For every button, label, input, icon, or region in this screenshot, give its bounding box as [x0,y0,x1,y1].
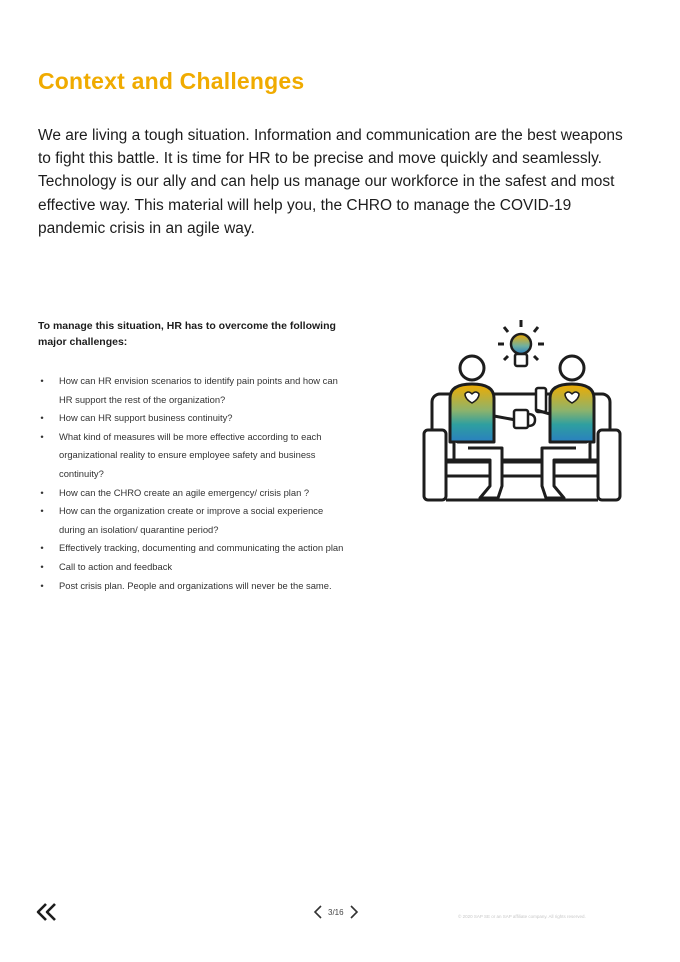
list-item-text: How can the organization create or improve a social experience during an isolation/ quarantine period? [59,505,324,535]
cup-icon [514,410,535,428]
list-item-text: Call to action and feedback [59,560,173,572]
challenges-heading: To manage this situation, HR has to overcome the following major challenges: [38,320,336,348]
bullet: • [40,560,44,572]
list-item [38,409,349,428]
list-item [38,558,349,577]
copyright-notice: © 2020 SAP SE or an SAP affiliate company. All rights reserved. [458,914,586,919]
page-title: Context and Challenges [38,68,305,94]
page-navigation [312,904,360,920]
page-number: 3/16 [328,907,344,917]
list-item [38,372,349,409]
list-item-text: How can the CHRO create an agile emergency/ crisis plan ? [59,486,310,498]
bullet: • [40,579,44,591]
list-item-text: How can HR envision scenarios to identify pain points and how can HR support the rest of the organization? [59,375,338,405]
bullet: • [40,430,44,442]
list-item-text: How can HR support business continuity? [59,412,233,424]
list-item-text: Effectively tracking, documenting and communicating the action plan [59,542,344,554]
bullet: • [40,412,44,424]
list-item [38,502,349,539]
list-item [38,428,349,484]
list-item-text: What kind of measures will be more effective according to each organizational reality to ensure employee safety and business continuity? [59,430,322,479]
bullet: • [40,486,44,498]
list-item [38,539,349,558]
lightbulb-icon [498,320,544,366]
next-page-icon[interactable] [348,904,360,920]
back-to-start-icon[interactable] [34,900,60,924]
bullet: • [40,542,44,554]
challenges-list [38,372,358,595]
bullet: • [40,375,44,386]
previous-page-icon[interactable] [312,904,324,920]
couch-conversation-illustration [420,318,624,506]
mug-icon [536,388,546,412]
bullet: • [40,505,44,517]
list-item [38,484,349,503]
list-item [38,577,349,596]
intro-paragraph: We are living a tough situation. Information and communication are the best weapons to fight this battle. It is time for HR to be precise and move quickly and seamlessly. Technology is our ally and can help us manage our workforce in the safest and most effective way. This material will help you, the CHRO to manage the COVID-19 pandemic crisis in an agile way. [38,127,623,237]
list-item-text: Post crisis plan. People and organizations will never be the same. [59,579,332,591]
